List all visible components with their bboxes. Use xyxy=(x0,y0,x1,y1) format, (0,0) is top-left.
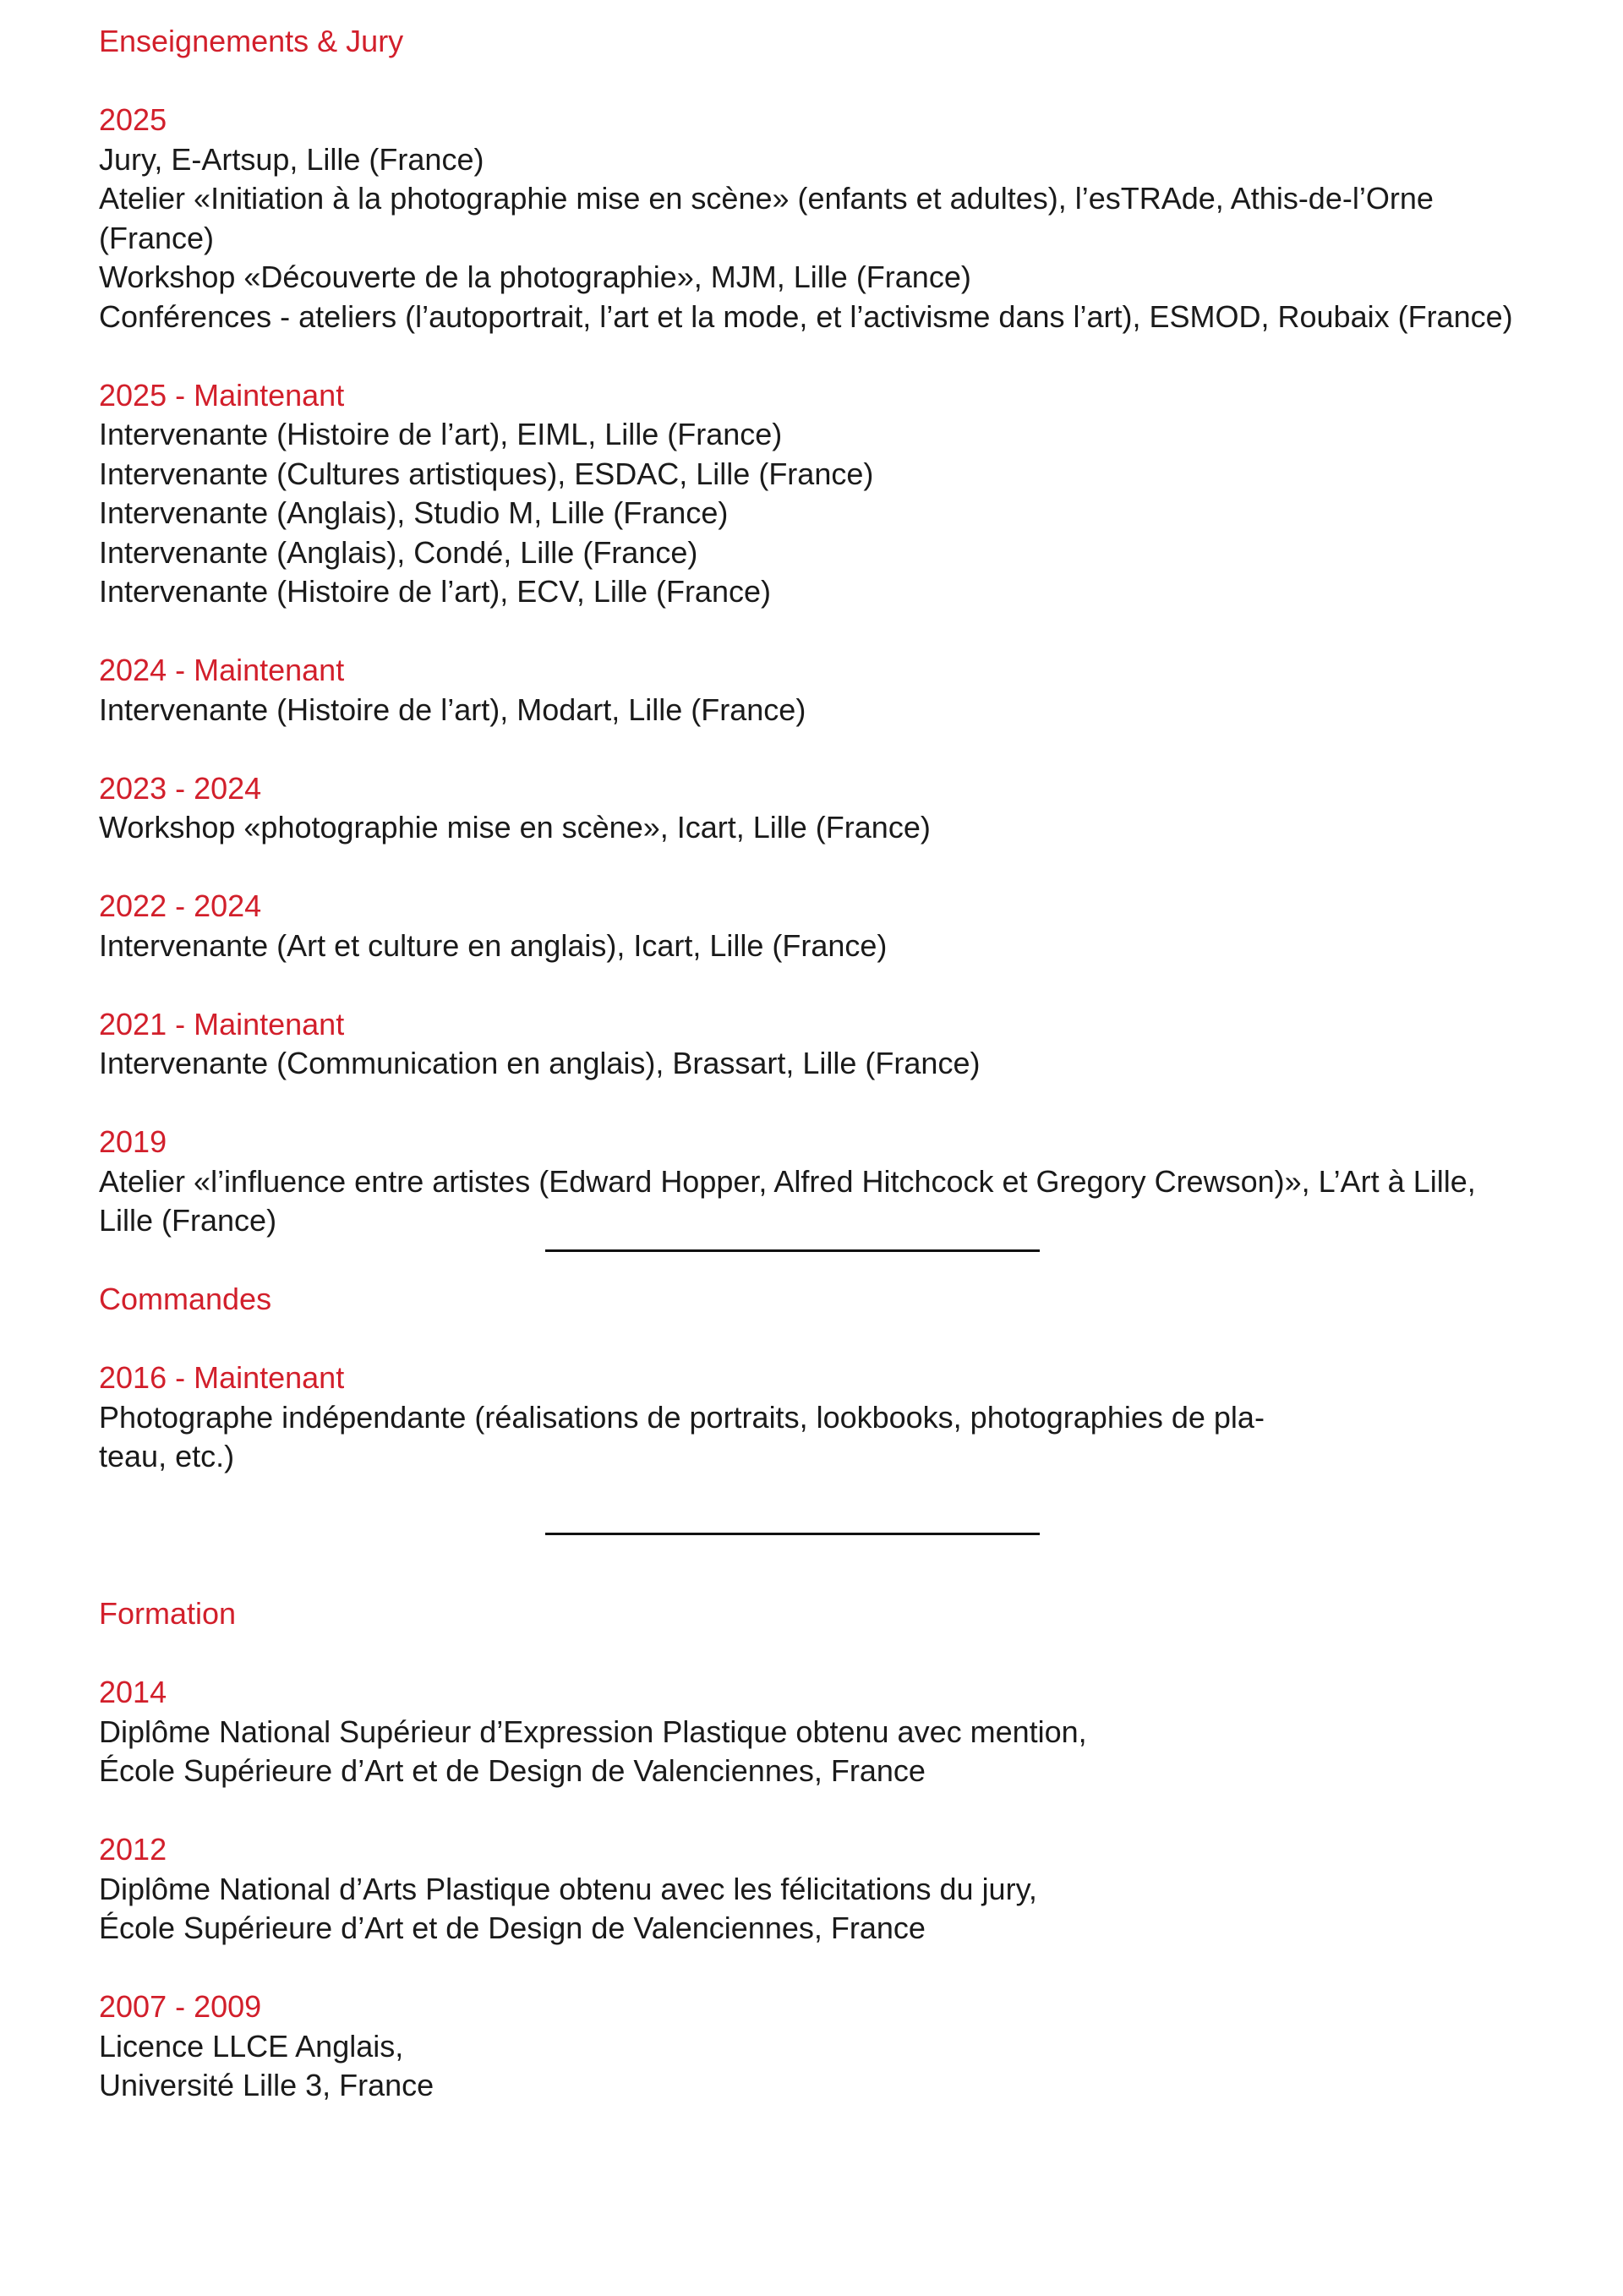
entry-year: 2016 - Maintenant xyxy=(99,1360,345,1395)
entry-line: Photographe indépendante (réalisations de portraits, lookbooks, photographies de pla- xyxy=(99,1399,1265,1435)
entry-year: 2021 - Maintenant xyxy=(99,1006,345,1041)
entry-line: Diplôme National Supérieur d’Expression Plastique obtenu avec mention, xyxy=(99,1714,1087,1749)
cv-page xyxy=(99,22,1536,2106)
section-title-education: Formation xyxy=(99,1596,237,1631)
entry-year: 2025 - Maintenant xyxy=(99,377,345,413)
section-divider xyxy=(545,1249,1040,1252)
entry-line: Intervenante (Histoire de l’art), ECV, Lille (France) xyxy=(99,574,771,609)
entry-line: teau, etc.) xyxy=(99,1439,235,1473)
entry-year: 2007 - 2009 xyxy=(99,1989,262,2024)
entry-line: Intervenante (Cultures artistiques), ESDAC, Lille (France) xyxy=(99,456,874,491)
entry-year: 2025 xyxy=(99,102,167,137)
entry-line: Workshop «photographie mise en scène», Icart, Lille (France) xyxy=(99,810,931,845)
section-title-teaching: Enseignements & Jury xyxy=(99,24,404,58)
entry-line: Workshop «Découverte de la photographie», MJM, Lille (France) xyxy=(99,260,971,294)
entry-year: 2022 - 2024 xyxy=(99,888,262,923)
entry-year: 2014 xyxy=(99,1675,167,1709)
entry-line: Licence LLCE Anglais, xyxy=(99,2028,404,2064)
entry-line: Université Lille 3, France xyxy=(99,2068,434,2102)
entry-line: (France) xyxy=(99,220,215,255)
entry-line: Intervenante (Histoire de l’art), EIML, Lille (France) xyxy=(99,417,783,451)
entry-line: Conférences - ateliers (l’autoportrait, l’art et la mode, et l’activisme dans l’art), ESMOD, Roubaix (France) xyxy=(99,298,1513,334)
entry-line: École Supérieure d’Art et de Design de Valenciennes, France xyxy=(99,1911,926,1945)
entry-year: 2012 xyxy=(99,1832,167,1867)
entry-line: Atelier «Initiation à la photographie mise en scène» (enfants et adultes), l’esTRAde, Athis-de-l’Orne xyxy=(99,181,1434,216)
entry-year: 2019 xyxy=(99,1124,167,1159)
entry-year: 2024 - Maintenant xyxy=(99,653,345,687)
entry-line: Atelier «l’influence entre artistes (Edward Hopper, Alfred Hitchcock et Gregory Crewson)», L’Art à Lille, xyxy=(99,1163,1476,1199)
section-divider xyxy=(545,1533,1040,1535)
entry-line: Intervenante (Histoire de l’art), Modart, Lille (France) xyxy=(99,692,806,727)
entry-line: Jury, E-Artsup, Lille (France) xyxy=(99,141,484,177)
entry-line: Intervenante (Anglais), Studio M, Lille (France) xyxy=(99,495,729,530)
entry-line: Diplôme National d’Arts Plastique obtenu avec les félicitations du jury, xyxy=(99,1871,1037,1906)
entry-line: Intervenante (Communication en anglais), Brassart, Lille (France) xyxy=(99,1046,981,1080)
section-title-commissions: Commandes xyxy=(99,1282,272,1316)
entry-line: Intervenante (Art et culture en anglais), Icart, Lille (France) xyxy=(99,927,888,963)
entry-line: Lille (France) xyxy=(99,1203,277,1238)
entry-line: Intervenante (Anglais), Condé, Lille (France) xyxy=(99,534,698,570)
entry-year: 2023 - 2024 xyxy=(99,770,262,806)
entry-line: École Supérieure d’Art et de Design de Valenciennes, France xyxy=(99,1753,926,1788)
